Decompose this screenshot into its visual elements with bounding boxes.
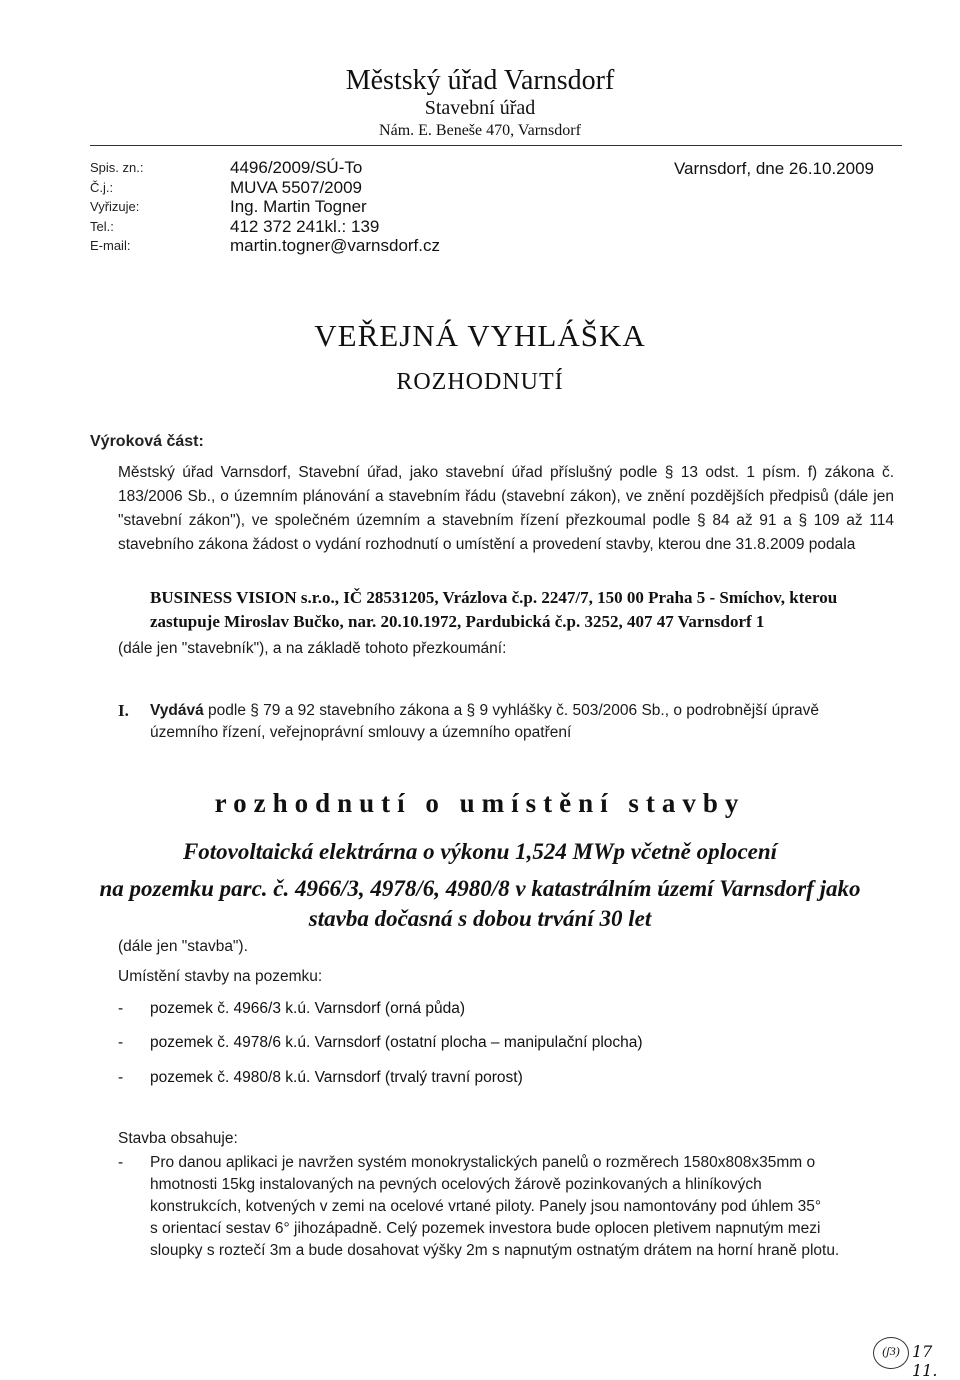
content-line: s orientací sestav 6° jihozápadně. Celý pozemek investora bude oplocen pletivem napnutým mezi	[150, 1220, 821, 1237]
value-tel: 412 372 241kl.: 139	[230, 216, 380, 236]
label-spis-zn: Spis. zn.:	[90, 160, 144, 175]
decision-after: (dále jen "stavba").	[118, 938, 248, 955]
item-text1: podle § 79 a 92 stavebního zákona a § 9 vyhlášky č. 503/2006 Sb., o podrobnější úpravě	[203, 702, 819, 719]
placement-item-text: pozemek č. 4980/8 k.ú. Varnsdorf (trvalý travní porost)	[150, 1069, 523, 1086]
project-line2: na pozemku parc. č. 4966/3, 4978/6, 4980/8 v katastrálním území Varnsdorf jako	[99, 876, 861, 901]
document-title: VEŘEJNÁ VYHLÁŠKA	[314, 318, 646, 353]
stamp-mark: (ʃ3)	[882, 1344, 900, 1358]
placement-title: Umístění stavby na pozemku:	[118, 968, 323, 985]
after-applicant: (dále jen "stavebník"), a na základě tohoto přezkoumání:	[118, 640, 507, 657]
header-divider	[90, 145, 902, 146]
item-verb: Vydává	[150, 702, 204, 719]
value-spis-zn: 4496/2009/SÚ-To	[230, 158, 363, 177]
placement-item-text: pozemek č. 4966/3 k.ú. Varnsdorf (orná půda)	[150, 1000, 466, 1017]
item-number: I.	[118, 701, 129, 720]
label-vyrizuje: Vyřizuje:	[90, 199, 140, 214]
content-dash: -	[118, 1154, 124, 1171]
document-subtitle: ROZHODNUTÍ	[396, 369, 564, 395]
meta-labels	[90, 158, 143, 256]
section-title: Výroková část:	[90, 433, 204, 450]
placement-item: - pozemek č. 4966/3 k.ú. Varnsdorf (orná půda)	[118, 1000, 466, 1017]
project-line1: Fotovoltaická elektrárna o výkonu 1,524 MWp včetně oplocení	[182, 839, 778, 864]
placement-item-text: pozemek č. 4978/6 k.ú. Varnsdorf (ostatní plocha – manipulační plocha)	[150, 1034, 643, 1051]
content-line: Pro danou aplikaci je navržen systém monokrystalických panelů o rozměrech 1580x808x35mm o	[150, 1154, 816, 1171]
decision-title: rozhodnutí o umístění stavby	[214, 788, 746, 818]
value-vyrizuje: Ing. Martin Togner	[230, 197, 367, 216]
applicant-block: BUSINESS VISION s.r.o., IČ 28531205, Vrázlova č.p. 2247/7, 150 00 Praha 5 - Smíchov, kterou zastupuje Miroslav Bučko, nar. 20.10.1972, Pardubická č.p. 3252, 407 47 Varnsdorf 1	[150, 588, 838, 631]
item-text-line1	[150, 700, 819, 722]
content-line: hmotnosti 15kg instalovaných na pevných ocelových žárově pozinkovaných a hliníkových	[150, 1176, 762, 1193]
content-line: sloupky s roztečí 3m a bude dosahovat výšky 2m s napnutým ostnatým drátem na horní hraně plotu.	[150, 1242, 840, 1259]
label-tel: Tel.:	[90, 218, 114, 234]
placement-item: - pozemek č. 4980/8 k.ú. Varnsdorf (trvalý travní porost)	[118, 1069, 523, 1086]
meta-values	[230, 158, 440, 256]
placement-item: - pozemek č. 4978/6 k.ú. Varnsdorf (ostatní plocha – manipulační plocha)	[118, 1034, 643, 1051]
label-cj: Č.j.:	[90, 179, 114, 195]
value-email[interactable]: martin.togner@varnsdorf.cz	[230, 236, 441, 255]
project-line3: stavba dočasná s dobou trvání 30 let	[308, 906, 652, 931]
item-text-line2: územního řízení, veřejnoprávní smlouvy a územního opatření	[150, 724, 572, 741]
office-name: Městský úřad Varnsdorf	[345, 65, 615, 96]
intro-paragraph: Městský úřad Varnsdorf, Stavební úřad, jako stavební úřad příslušný podle § 13 odst. 1 písm. f) zákona č. 183/2006 Sb., o územním plánování a stavebním řádu (stavební zákon), ve znění pozdějších předpisů (dále jen "stavební zákon"), ve společném územním a stavebním řízení přezkoumal podle § 84 až 91 a § 109 až 114 stavebního zákona žádost o vydání rozhodnutí o umístění a provedení stavby, kterou dne 31.8.2009 podala	[118, 464, 894, 553]
content-title: Stavba obsahuje:	[118, 1130, 238, 1147]
department-name: Stavební úřad	[424, 97, 536, 119]
value-cj: MUVA 5507/2009	[230, 177, 362, 197]
handwritten-signature: 17 11.	[912, 1342, 938, 1380]
label-email: E-mail:	[90, 238, 131, 253]
document-date: Varnsdorf, dne 26.10.2009	[673, 159, 874, 178]
content-line: konstrukcích, kotvených v zemi na ocelové vrtané piloty. Panely jsou namontovány pod úhlem 35°	[150, 1198, 822, 1215]
office-address: Nám. E. Beneše 470, Varnsdorf	[379, 122, 581, 139]
